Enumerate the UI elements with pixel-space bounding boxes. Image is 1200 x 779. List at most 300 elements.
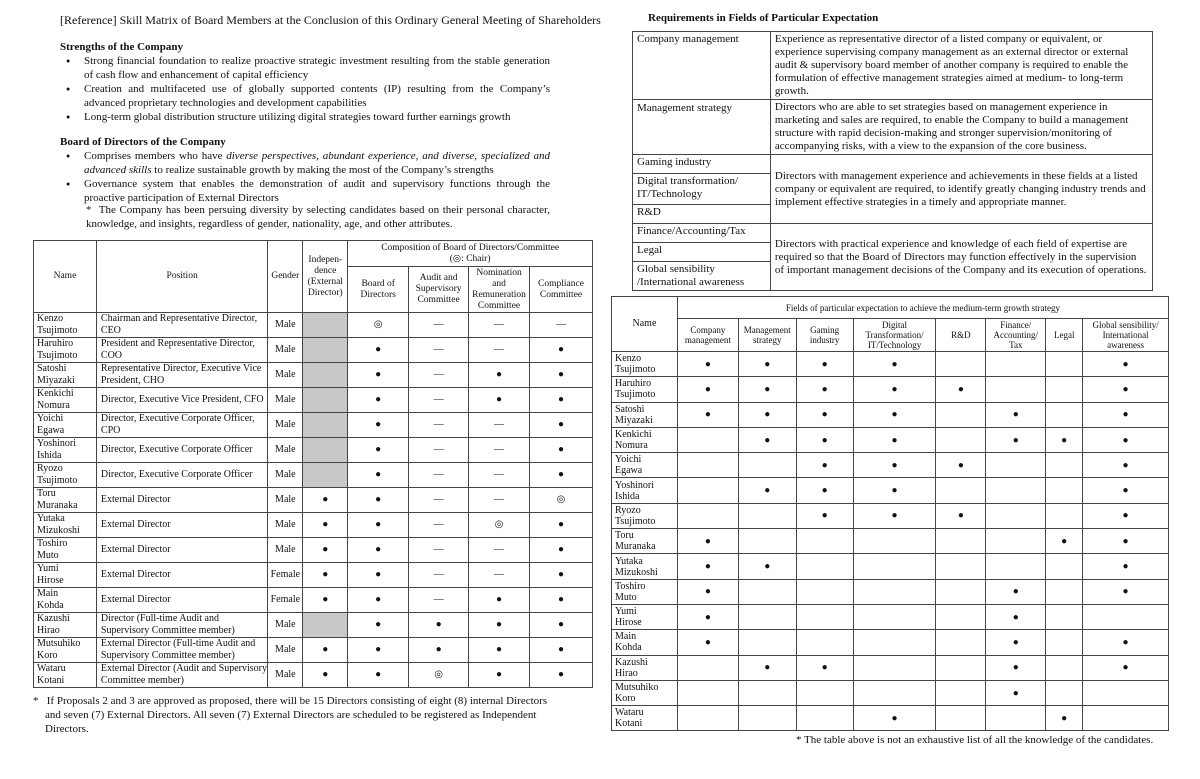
cell-name: Yutaka Mizukoshi [612,554,678,579]
cell-skill-mark: ● [677,579,738,604]
cell-name: Toshiro Muto [612,579,678,604]
cell-audit: — [409,413,469,438]
cell-skill-mark [796,579,853,604]
cell-skill-mark: ● [853,352,936,377]
cell-skill-mark: ● [796,655,853,680]
board-heading: Board of Directors of the Company [60,136,226,148]
list-item: ● Strong financial foundation to realize proactive strategic investment resulting from the stable generation of cash flow and enhancement of capital efficiency [60,54,550,82]
cell-compliance: ● [530,513,593,538]
cell-skill-mark [936,630,986,655]
req-field: Digital transformation/ IT/Technology [633,174,771,205]
cell-compliance: ● [530,538,593,563]
cell-gender: Male [268,438,303,463]
table-row [34,513,593,538]
table-row [34,563,593,588]
cell-audit: — [409,538,469,563]
col-header-fields-group: Fields of particular expectation to achieve the medium-term growth strategy [677,297,1168,319]
cell-audit: — [409,588,469,613]
cell-position: Director, Executive Corporate Officer, CPO [96,413,267,438]
table-row [34,338,593,363]
cell-skill-mark [677,453,738,478]
cell-skill-mark: ● [1046,706,1083,731]
cell-independence [303,388,348,413]
cell-position: External Director [96,513,267,538]
cell-audit: ● [409,613,469,638]
cell-name: Satoshi Miyazaki [612,402,678,427]
cell-audit: — [409,338,469,363]
cell-skill-mark: ● [677,554,738,579]
cell-skill-mark [936,529,986,554]
col-header-independence: Indepen-dence (External Director) [303,241,348,313]
cell-board: ● [348,488,409,513]
table-row [34,613,593,638]
req-description: Directors with management experience and achievements in these fields at a listed company or equivalent are required, to identify greatly changing industry trends and implement effective strategies in a timely and appropriate manner. [770,155,1152,224]
cell-position: External Director (Audit and Supervisory Committee member) [96,663,267,688]
cell-skill-mark [936,706,986,731]
cell-skill-mark: ● [796,503,853,528]
col-header-nomination: Nomination and Remuneration Committee [469,267,530,313]
cell-skill-mark [853,680,936,705]
cell-skill-mark [986,453,1046,478]
cell-independence [303,338,348,363]
cell-skill-mark: ● [738,427,796,452]
cell-compliance: ● [530,563,593,588]
col-header-board: Board of Directors [348,267,409,313]
table-row [34,538,593,563]
cell-skill-mark [1046,352,1083,377]
table-row [612,680,1169,705]
cell-skill-mark: ● [853,377,936,402]
cell-skill-mark: ● [796,453,853,478]
cell-skill-mark: ● [1083,554,1169,579]
cell-nomination: ◎ [469,513,530,538]
table-row [34,388,593,413]
cell-audit: ● [409,638,469,663]
board-composition-table [33,240,593,688]
cell-independence: ● [303,638,348,663]
cell-name: Kazushi Hirao [612,655,678,680]
cell-skill-mark: ● [796,427,853,452]
cell-skill-mark [853,630,936,655]
cell-board: ● [348,538,409,563]
cell-board: ● [348,563,409,588]
cell-independence [303,438,348,463]
cell-board: ● [348,613,409,638]
col-header-field: Management strategy [738,319,796,352]
cell-skill-mark: ● [796,377,853,402]
table-row [612,604,1169,629]
cell-compliance: ● [530,663,593,688]
cell-name: Kenzo Tsujimoto [34,313,97,338]
skill-matrix-table [611,296,1169,731]
cell-audit: — [409,463,469,488]
cell-skill-mark [936,579,986,604]
table-row [34,463,593,488]
cell-skill-mark: ● [738,655,796,680]
cell-skill-mark: ● [738,554,796,579]
col-header-field: Finance/ Accounting/ Tax [986,319,1046,352]
cell-name: Yoshinori Ishida [34,438,97,463]
cell-audit: — [409,488,469,513]
cell-nomination: — [469,438,530,463]
cell-gender: Male [268,613,303,638]
cell-name: Kenkichi Nomura [612,427,678,452]
cell-name: Yumi Hirose [612,604,678,629]
diversity-note: * The Company has been persuing diversity by selecting candidates based on their personal character, knowledge, and insights, regardless of gender, nationality, age, and other attributes. [86,204,550,230]
col-header-field: Digital Transformation/ IT/Technology [853,319,936,352]
cell-name: Ryozo Tsujimoto [612,503,678,528]
cell-audit: — [409,563,469,588]
left-footnote: * If Proposals 2 and 3 are approved as proposed, there will be 15 Directors consisting of eight (8) internal Directors and seven (7) External Directors. All seven (7) External Directors are scheduled to be registered as Independent Directors. [33,695,548,735]
cell-skill-mark [796,554,853,579]
col-header-gender: Gender [268,241,303,313]
req-field: Global sensibility /International awareness [633,262,771,291]
cell-gender: Male [268,413,303,438]
cell-skill-mark: ● [1083,453,1169,478]
col-header-field: R&D [936,319,986,352]
cell-skill-mark: ● [796,352,853,377]
cell-compliance: ● [530,338,593,363]
cell-nomination: ● [469,638,530,663]
table-row [34,438,593,463]
cell-nomination: ● [469,388,530,413]
cell-skill-mark: ● [1083,427,1169,452]
cell-independence [303,363,348,388]
cell-skill-mark [1083,706,1169,731]
cell-skill-mark [677,706,738,731]
cell-skill-mark: ● [677,604,738,629]
cell-position: External Director [96,563,267,588]
cell-board: ● [348,438,409,463]
req-description: Directors with practical experience and knowledge of each field of expertise are required so that the Board of Directors may function effectively in the supervision of important management decisions of the Company and its execution of operations. [770,224,1152,291]
cell-skill-mark [1046,604,1083,629]
cell-compliance: ● [530,463,593,488]
requirements-heading: Requirements in Fields of Particular Expectation [648,12,879,24]
cell-position: Director, Executive Corporate Officer [96,463,267,488]
table-row [34,588,593,613]
cell-board: ● [348,588,409,613]
table-row [34,313,593,338]
cell-name: Haruhiro Tsujimoto [34,338,97,363]
list-item: ● Governance system that enables the demonstration of audit and supervisory functions through the proactive participation of External Directors [60,177,550,205]
cell-skill-mark [738,680,796,705]
col-header-field: Company management [677,319,738,352]
table-row [612,453,1169,478]
cell-independence [303,463,348,488]
cell-compliance: ● [530,363,593,388]
cell-skill-mark [796,706,853,731]
cell-nomination: ● [469,663,530,688]
cell-skill-mark: ● [1083,579,1169,604]
cell-skill-mark: ● [853,478,936,503]
cell-skill-mark: ● [986,402,1046,427]
table-row [612,529,1169,554]
cell-nomination: — [469,413,530,438]
req-description: Experience as representative director of a listed company or equivalent, or experience supervising company management as an external director or external audit & supervisory board member of another company is required to enable the formulation of effective management strategies aimed at medium- to long-term growth. [770,32,1152,100]
req-field: Finance/Accounting/Tax [633,224,771,243]
cell-skill-mark [738,503,796,528]
cell-audit: — [409,313,469,338]
cell-skill-mark [986,529,1046,554]
table-row [612,402,1169,427]
cell-nomination: — [469,563,530,588]
cell-compliance: ● [530,588,593,613]
cell-skill-mark: ● [1083,529,1169,554]
cell-skill-mark [986,352,1046,377]
cell-name: Toru Muranaka [612,529,678,554]
table-row [612,554,1169,579]
cell-audit: — [409,513,469,538]
cell-name: Yoichi Egawa [612,453,678,478]
table-row [612,478,1169,503]
req-field: R&D [633,205,771,224]
req-field: Gaming industry [633,155,771,174]
cell-name: Toru Muranaka [34,488,97,513]
strengths-heading: Strengths of the Company [60,41,183,53]
cell-name: Main Kohda [612,630,678,655]
cell-board: ● [348,663,409,688]
cell-skill-mark [853,554,936,579]
cell-skill-mark: ● [738,377,796,402]
cell-skill-mark: ● [796,478,853,503]
cell-board: ● [348,463,409,488]
cell-position: External Director [96,488,267,513]
table-row [34,413,593,438]
cell-skill-mark: ● [936,503,986,528]
cell-name: Yoichi Egawa [34,413,97,438]
cell-name: Wataru Kotani [612,706,678,731]
cell-audit: — [409,438,469,463]
cell-gender: Female [268,563,303,588]
cell-skill-mark: ● [986,630,1046,655]
cell-gender: Male [268,538,303,563]
cell-skill-mark [796,630,853,655]
cell-skill-mark [986,478,1046,503]
cell-gender: Male [268,463,303,488]
cell-skill-mark: ● [936,377,986,402]
cell-audit: — [409,388,469,413]
cell-skill-mark: ● [677,529,738,554]
table-row [612,706,1169,731]
cell-skill-mark: ● [1083,377,1169,402]
cell-skill-mark [677,478,738,503]
cell-audit: ◎ [409,663,469,688]
cell-skill-mark [986,377,1046,402]
cell-skill-mark: ● [1083,655,1169,680]
cell-name: Main Kohda [34,588,97,613]
col-header-name: Name [612,297,678,352]
cell-skill-mark: ● [677,352,738,377]
cell-name: Kazushi Hirao [34,613,97,638]
req-description: Directors who are able to set strategies based on management experience in marketing and sales are required, to enable the Company to build a management structure with rapid decision-making and stronger supervision/monitoring of accompanying risks, with a view to the expansion of the core business. [770,100,1152,155]
cell-skill-mark [986,706,1046,731]
cell-position: Chairman and Representative Director, CEO [96,313,267,338]
cell-compliance: — [530,313,593,338]
cell-skill-mark: ● [1083,352,1169,377]
list-item: ● Comprises members who have diverse perspectives, abundant experience, and diverse, specialized and advanced skills to realize sustainable growth by making the most of the Company’s strengths [60,149,550,177]
strengths-list [60,54,550,124]
cell-board: ● [348,363,409,388]
cell-gender: Male [268,513,303,538]
cell-name: Satoshi Miyazaki [34,363,97,388]
cell-skill-mark: ● [738,352,796,377]
cell-compliance: ● [530,413,593,438]
cell-position: External Director (Full-time Audit and Supervisory Committee member) [96,638,267,663]
cell-compliance: ● [530,613,593,638]
cell-skill-mark: ● [1046,529,1083,554]
cell-skill-mark [1046,630,1083,655]
col-header-field: Gaming industry [796,319,853,352]
cell-gender: Female [268,588,303,613]
cell-position: Director, Executive Vice President, CFO [96,388,267,413]
cell-name: Toshiro Muto [34,538,97,563]
cell-skill-mark [1083,680,1169,705]
cell-skill-mark [936,478,986,503]
cell-gender: Male [268,638,303,663]
cell-board: ● [348,388,409,413]
cell-gender: Male [268,663,303,688]
table-row [612,352,1169,377]
cell-skill-mark [986,554,1046,579]
table-row [34,488,593,513]
col-header-field: Global sensibility/ International awareness [1083,319,1169,352]
cell-skill-mark [1046,503,1083,528]
cell-gender: Male [268,313,303,338]
cell-skill-mark: ● [796,402,853,427]
cell-skill-mark: ● [853,402,936,427]
board-list [60,149,550,205]
cell-name: Kenzo Tsujimoto [612,352,678,377]
cell-skill-mark: ● [1083,630,1169,655]
cell-board: ◎ [348,313,409,338]
table-row [34,638,593,663]
cell-skill-mark [936,427,986,452]
table-row [612,579,1169,604]
cell-skill-mark [1046,478,1083,503]
cell-compliance: ◎ [530,488,593,513]
cell-compliance: ● [530,638,593,663]
cell-nomination: — [469,338,530,363]
cell-skill-mark: ● [986,604,1046,629]
col-header-composition: Composition of Board of Directors/Committee (◎: Chair) [348,241,593,267]
cell-name: Yoshinori Ishida [612,478,678,503]
col-header-compliance: Compliance Committee [530,267,593,313]
list-item: ● Creation and multifaceted use of globally supported contents (IP) resulting from the Company’s advanced proprietary technologies and development capabilities [60,82,550,110]
cell-skill-mark: ● [1046,427,1083,452]
cell-name: Kenkichi Nomura [34,388,97,413]
cell-board: ● [348,413,409,438]
cell-board: ● [348,513,409,538]
cell-independence: ● [303,563,348,588]
cell-name: Yumi Hirose [34,563,97,588]
cell-skill-mark [853,579,936,604]
cell-skill-mark: ● [1083,402,1169,427]
cell-skill-mark: ● [936,453,986,478]
cell-independence [303,313,348,338]
col-header-field: Legal [1046,319,1083,352]
cell-nomination: — [469,488,530,513]
cell-skill-mark [738,579,796,604]
cell-skill-mark [796,604,853,629]
requirements-table [632,31,1153,291]
cell-skill-mark [796,529,853,554]
cell-skill-mark: ● [853,427,936,452]
cell-board: ● [348,638,409,663]
col-header-name: Name [34,241,97,313]
cell-skill-mark [936,604,986,629]
cell-independence: ● [303,488,348,513]
col-header-audit: Audit and Supervisory Committee [409,267,469,313]
table-row [34,663,593,688]
cell-gender: Male [268,388,303,413]
cell-skill-mark: ● [1083,503,1169,528]
cell-name: Wataru Kotani [34,663,97,688]
req-field: Legal [633,243,771,262]
cell-name: Ryozo Tsujimoto [34,463,97,488]
cell-skill-mark [1046,554,1083,579]
cell-nomination: — [469,538,530,563]
cell-independence [303,413,348,438]
cell-gender: Male [268,363,303,388]
cell-skill-mark [936,680,986,705]
cell-position: Representative Director, Executive Vice President, CHO [96,363,267,388]
cell-skill-mark [936,554,986,579]
cell-skill-mark: ● [1083,478,1169,503]
cell-audit: — [409,363,469,388]
cell-compliance: ● [530,438,593,463]
req-field: Management strategy [633,100,771,155]
cell-nomination: ● [469,588,530,613]
cell-skill-mark [853,655,936,680]
cell-skill-mark [936,655,986,680]
cell-name: Mutsuhiko Koro [612,680,678,705]
cell-skill-mark: ● [853,453,936,478]
list-item: ● Long-term global distribution structure utilizing digital strategies toward further earnings growth [60,110,550,124]
cell-name: Haruhiro Tsujimoto [612,377,678,402]
cell-skill-mark [1046,453,1083,478]
cell-nomination: — [469,313,530,338]
cell-skill-mark [1046,579,1083,604]
cell-skill-mark: ● [677,402,738,427]
cell-gender: Male [268,338,303,363]
cell-skill-mark [936,402,986,427]
cell-position: Director, Executive Corporate Officer [96,438,267,463]
table-row [612,427,1169,452]
col-header-position: Position [96,241,267,313]
cell-skill-mark [677,503,738,528]
cell-skill-mark [1046,402,1083,427]
table-row [612,655,1169,680]
cell-skill-mark [677,655,738,680]
cell-position: Director (Full-time Audit and Supervisory Committee member) [96,613,267,638]
cell-board: ● [348,338,409,363]
cell-nomination: ● [469,613,530,638]
cell-skill-mark: ● [986,655,1046,680]
cell-independence: ● [303,538,348,563]
cell-skill-mark [1083,604,1169,629]
cell-nomination: ● [469,363,530,388]
cell-skill-mark [936,352,986,377]
cell-skill-mark [738,604,796,629]
cell-position: External Director [96,588,267,613]
cell-skill-mark [986,503,1046,528]
cell-skill-mark [796,680,853,705]
cell-skill-mark [677,680,738,705]
cell-skill-mark: ● [853,503,936,528]
cell-skill-mark [1046,655,1083,680]
cell-independence: ● [303,663,348,688]
cell-skill-mark [677,427,738,452]
